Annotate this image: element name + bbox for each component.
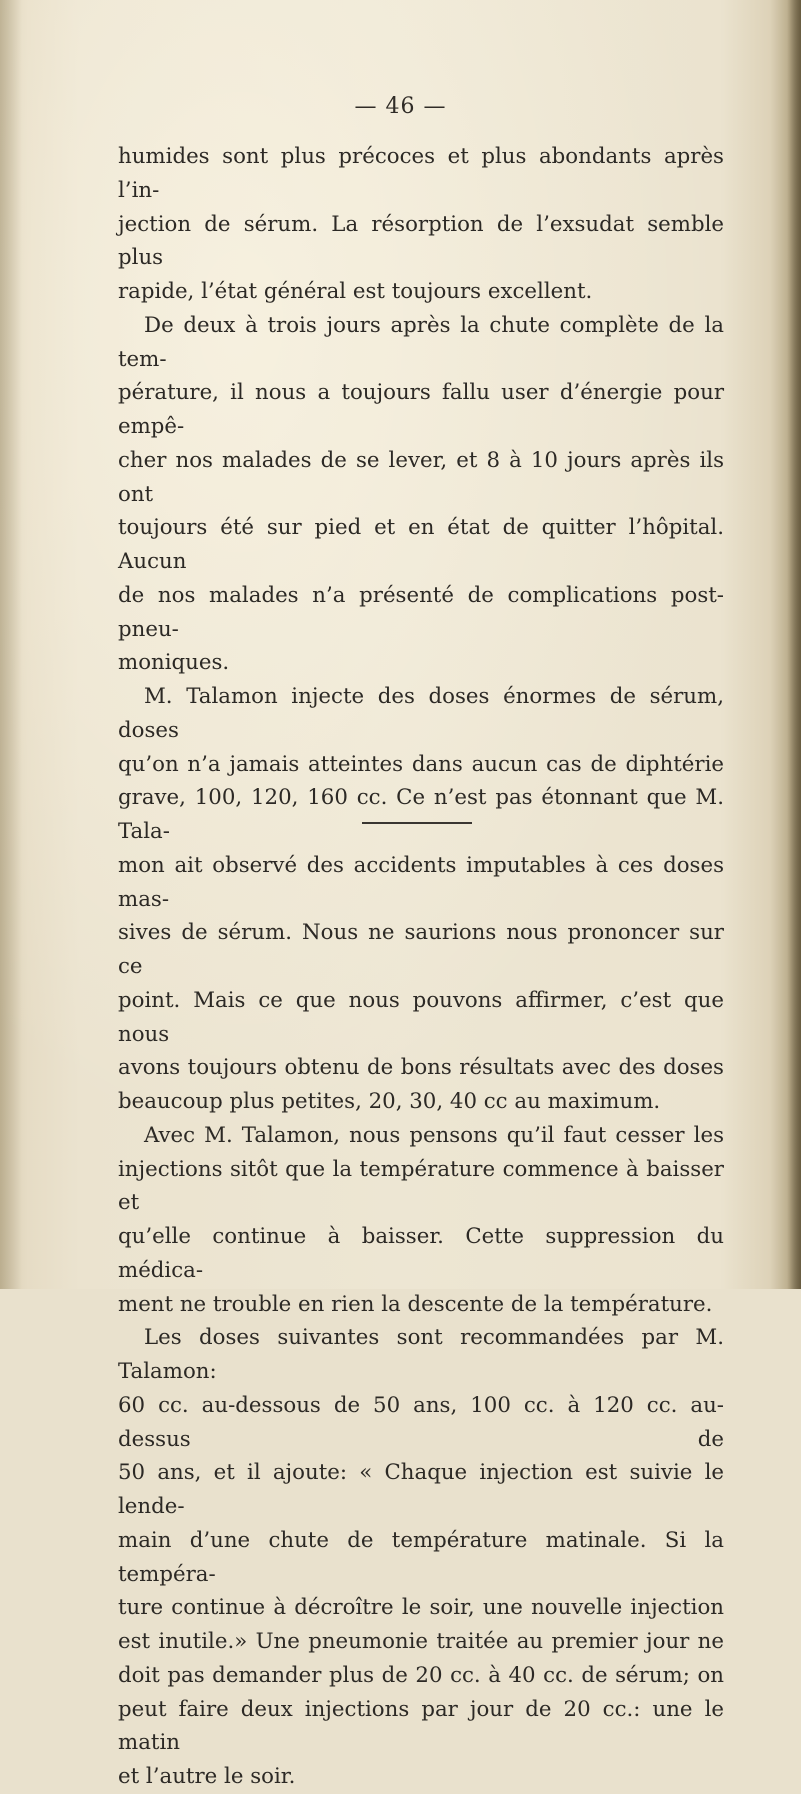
text-line: grave, 100, 120, 160 cc. Ce n’est pas étonnant que M. Tala-	[118, 785, 724, 844]
text-line: sives de sérum. Nous ne saurions nous prononcer sur ce	[118, 920, 724, 979]
page-number: — 46 —	[354, 94, 447, 119]
body-text	[118, 140, 724, 1794]
text-line: peut faire deux injections par jour de 20 cc.: une le matin	[118, 1696, 724, 1756]
text-line: point. Mais ce que nous pouvons affirmer, c’est que nous	[118, 987, 724, 1047]
section-divider-rule	[362, 822, 472, 824]
text-line: toujours été sur pied et en état de quitter l’hôpital. Aucun	[118, 515, 724, 574]
page-edge-shadow-left	[0, 0, 22, 1289]
text-line: M. Talamon injecte des doses énormes de sérum, doses	[118, 684, 724, 743]
text-line: 60 cc. au-dessous de 50 ans, 100 cc. à 120 cc. au-dessus de	[118, 1392, 724, 1452]
text-line: et l’autre le soir.	[118, 1764, 296, 1789]
text-line: cher nos malades de se lever, et 8 à 10 jours après ils ont	[118, 447, 724, 507]
text-line: pérature, il nous a toujours fallu user d’énergie pour empê-	[118, 380, 724, 439]
text-line: moniques.	[118, 650, 230, 676]
text-line: De deux à trois jours après la chute complète de la tem-	[118, 312, 724, 372]
text-line: main d’une chute de température matinale. Si la tempéra-	[118, 1527, 724, 1587]
text-line: 50 ans, et il ajoute: « Chaque injection est suivie le lende-	[118, 1460, 724, 1519]
text-line: Avec M. Talamon, nous pensons qu’il faut cesser les	[144, 1122, 724, 1148]
text-line: doit pas demander plus de 20 cc. à 40 cc. de sérum; on	[118, 1662, 724, 1688]
text-line: ment ne trouble en rien la descente de la température.	[118, 1291, 713, 1317]
text-line: jection de sérum. La résorption de l’exsudat semble plus	[118, 211, 724, 271]
text-line: avons toujours obtenu de bons résultats avec des doses	[118, 1055, 724, 1081]
text-line: qu’elle continue à baisser. Cette suppression du médica-	[118, 1224, 724, 1283]
text-line: Les doses suivantes sont recommandées par M. Talamon:	[118, 1325, 724, 1384]
text-line: humides sont plus précoces et plus abondants après l’in-	[118, 144, 724, 203]
text-line: de nos malades n’a présenté de complications post-pneu-	[118, 582, 724, 642]
text-line: qu’on n’a jamais atteintes dans aucun cas de diphtérie	[118, 751, 724, 777]
text-line: est inutile.» Une pneumonie traitée au premier jour ne	[118, 1629, 724, 1654]
text-line: rapide, l’état général est toujours excellent.	[118, 279, 593, 304]
text-line: mon ait observé des accidents imputables à ces doses mas-	[118, 852, 724, 912]
page-edge-shadow-right	[787, 0, 801, 1289]
text-line: ture continue à décroître le soir, une nouvelle injection	[118, 1595, 724, 1621]
text-line: beaucoup plus petites, 20, 30, 40 cc au maximum.	[118, 1089, 661, 1114]
text-line: injections sitôt que la température commence à baisser et	[118, 1156, 724, 1216]
